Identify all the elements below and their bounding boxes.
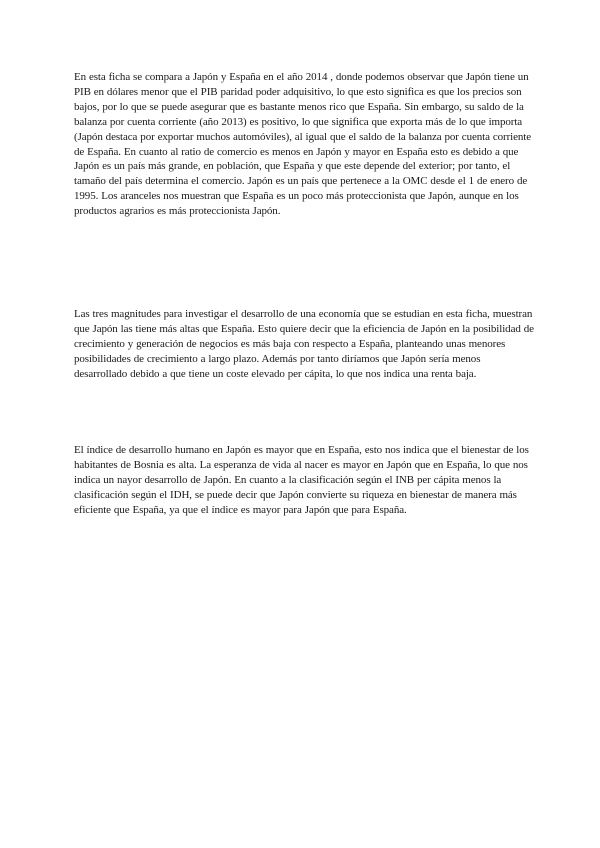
paragraph-comparison-overview: En esta ficha se compara a Japón y España en el año 2014 , donde podemos observar que Japón tiene un PIB en dólares menor que el PIB paridad poder adquisitivo, lo que esto significa es que los precios son bajos, por lo que se puede asegurar que es bastante menos rico que España. Sin embargo, su saldo de la balanza por cuenta corriente (año 2013) es positivo, lo que significa que exporta más de lo que importa (Japón destaca por exportar muchos automóviles), al igual que el saldo de la balanza por cuenta corriente de España. En cuanto al ratio de comercio es menos en Japón y mayor en España esto es debido a que Japón es un país más grande, en población, que España y que este depende del exterior; por tanto, el tamaño del país determina el comercio. Japón es un país que pertenece a la OMC desde el 1 de enero de 1995. Los aranceles nos muestran que España es un poco más proteccionista que Japón, aunque en los productos agrarios es más proteccionista Japón.: [74, 71, 532, 218]
paragraph-development-magnitudes: Las tres magnitudes para investigar el desarrollo de una economía que se estudian en esta ficha, muestran que Japón las tiene más altas que España. Esto quiere decir que la eficiencia de Japón en la posibilidad de crecimiento y generación de negocios es más baja con respecto a España, planteando unas menores posibilidades de crecimiento a largo plazo. Además por tanto diríamos que Japón sería menos desarrollado debido a que tiene un coste elevado per cápita, lo que nos indica una renta baja.: [74, 308, 534, 380]
paragraph-human-development-index: El índice de desarrollo humano en Japón es mayor que en España, esto nos indica que el bienestar de los habitantes de Bosnia es alta. La esperanza de vida al nacer es mayor en Japón que en España, lo que nos indica un nayor desarrollo de Japón. En cuanto a la clasificación según el INB per cápita menos la clasificación según el IDH, se puede decir que Japón convierte su riqueza en bienestar de manera más eficiente que España, ya que el índice es mayor para Japón que para España.: [74, 444, 529, 516]
